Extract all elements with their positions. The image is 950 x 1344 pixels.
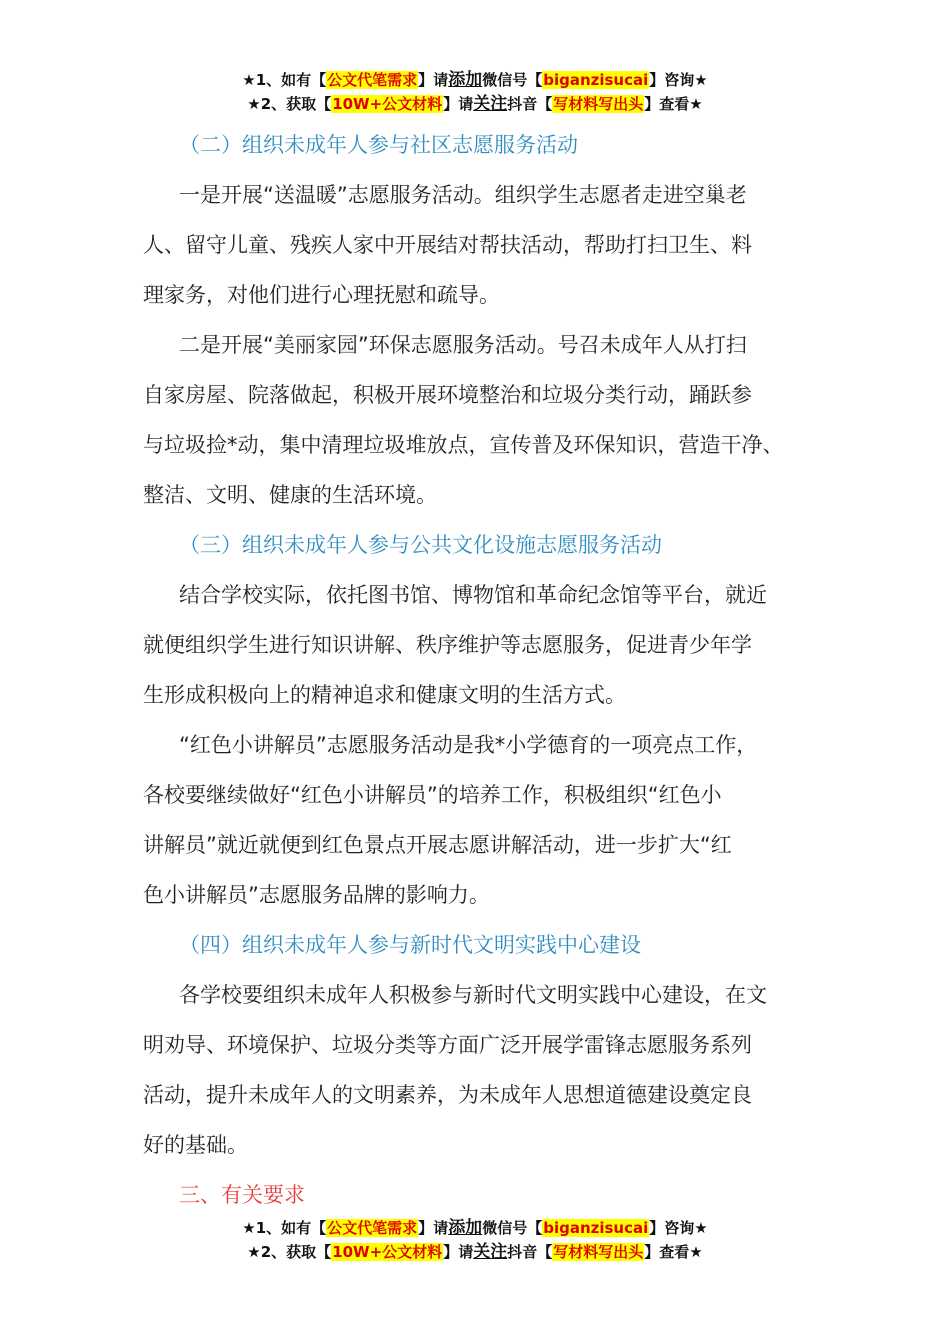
- paragraph-line: 各学校要组织未成年人积极参与新时代文明实践中心建设，在文: [179, 983, 767, 1007]
- paragraph-3a: [143, 570, 823, 720]
- banner-text: 】查看★: [644, 1243, 703, 1261]
- underlined-text: 添加: [448, 1218, 483, 1238]
- highlight-text: biganzisucai: [543, 1219, 649, 1237]
- highlight-text: 写材料写出头: [553, 1243, 644, 1261]
- banner-text: 微信号【: [482, 71, 543, 89]
- banner-text: ★2、获取【: [247, 95, 332, 113]
- paragraph-line: 结合学校实际，依托图书馆、博物馆和革命纪念馆等平台，就近: [179, 583, 767, 607]
- main-heading-3: 三、有关要求: [179, 1183, 305, 1207]
- banner-line-2: [0, 1240, 950, 1264]
- highlight-text: 10W+公文材料: [332, 95, 443, 113]
- paragraph-3b: [143, 720, 823, 920]
- paragraph-line: 与垃圾捡*动，集中清理垃圾堆放点，宣传普及环保知识，营造干净、: [143, 433, 784, 457]
- banner-text: 】咨询★: [649, 71, 708, 89]
- underlined-text: 添加: [448, 70, 483, 90]
- banner-text: ★1、如有【: [242, 71, 327, 89]
- paragraph-line: 就便组织学生进行知识讲解、秩序维护等志愿服务，促进青少年学: [143, 633, 752, 657]
- banner-line-1: [0, 1216, 950, 1240]
- paragraph-line: 一是开展“送温暖”志愿服务活动。组织学生志愿者走进空巢老: [179, 183, 747, 207]
- banner-text: 】查看★: [644, 95, 703, 113]
- banner-line-1: [0, 68, 950, 92]
- highlight-text: 公文代笔需求: [327, 71, 418, 89]
- paragraph-line: 二是开展“美丽家园”环保志愿服务活动。号召未成年人从打扫: [179, 333, 747, 357]
- banner-text: 抖音【: [507, 1243, 553, 1261]
- paragraph-line: 整洁、文明、健康的生活环境。: [143, 483, 437, 507]
- banner-text: 微信号【: [482, 1219, 543, 1237]
- paragraph-line: 活动，提升未成年人的文明素养，为未成年人思想道德建设奠定良: [143, 1083, 752, 1107]
- banner-text: 】请: [418, 1219, 449, 1237]
- paragraph-2a: [143, 170, 823, 320]
- banner-text: 】请: [443, 95, 474, 113]
- paragraph-line: 好的基础。: [143, 1133, 248, 1157]
- banner-text: 】咨询★: [649, 1219, 708, 1237]
- paragraph-4a: [143, 970, 823, 1170]
- bottom-banner: [0, 1216, 950, 1264]
- banner-text: ★2、获取【: [247, 1243, 332, 1261]
- paragraph-line: 理家务，对他们进行心理抚慰和疏导。: [143, 283, 500, 307]
- banner-text: 】请: [418, 71, 449, 89]
- section-heading-2: （二）组织未成年人参与社区志愿服务活动: [179, 133, 578, 157]
- highlight-text: 写材料写出头: [553, 95, 644, 113]
- section-heading-3: （三）组织未成年人参与公共文化设施志愿服务活动: [179, 533, 662, 557]
- paragraph-line: “红色小讲解员”志愿服务活动是我*小学德育的一项亮点工作，: [179, 733, 758, 757]
- highlight-text: 公文代笔需求: [327, 1219, 418, 1237]
- document-body: [143, 120, 823, 1220]
- banner-text: 】请: [443, 1243, 474, 1261]
- highlight-text: biganzisucai: [543, 71, 649, 89]
- banner-text: 抖音【: [507, 95, 553, 113]
- banner-line-2: [0, 92, 950, 116]
- paragraph-line: 讲解员”就近就便到红色景点开展志愿讲解活动，进一步扩大“红: [143, 833, 732, 857]
- top-banner: [0, 68, 950, 116]
- paragraph-2b: [143, 320, 823, 520]
- paragraph-line: 生形成积极向上的精神追求和健康文明的生活方式。: [143, 683, 626, 707]
- underlined-text: 关注: [473, 1242, 508, 1262]
- section-heading-4: （四）组织未成年人参与新时代文明实践中心建设: [179, 933, 641, 957]
- paragraph-line: 自家房屋、院落做起，积极开展环境整治和垃圾分类行动，踊跃参: [143, 383, 752, 407]
- highlight-text: 10W+公文材料: [332, 1243, 443, 1261]
- paragraph-line: 明劝导、环境保护、垃圾分类等方面广泛开展学雷锋志愿服务系列: [143, 1033, 752, 1057]
- paragraph-line: 人、留守儿童、残疾人家中开展结对帮扶活动，帮助打扫卫生、料: [143, 233, 752, 257]
- paragraph-line: 各校要继续做好“红色小讲解员”的培养工作，积极组织“红色小: [143, 783, 722, 807]
- underlined-text: 关注: [473, 94, 508, 114]
- paragraph-line: 色小讲解员”志愿服务品牌的影响力。: [143, 883, 490, 907]
- banner-text: ★1、如有【: [242, 1219, 327, 1237]
